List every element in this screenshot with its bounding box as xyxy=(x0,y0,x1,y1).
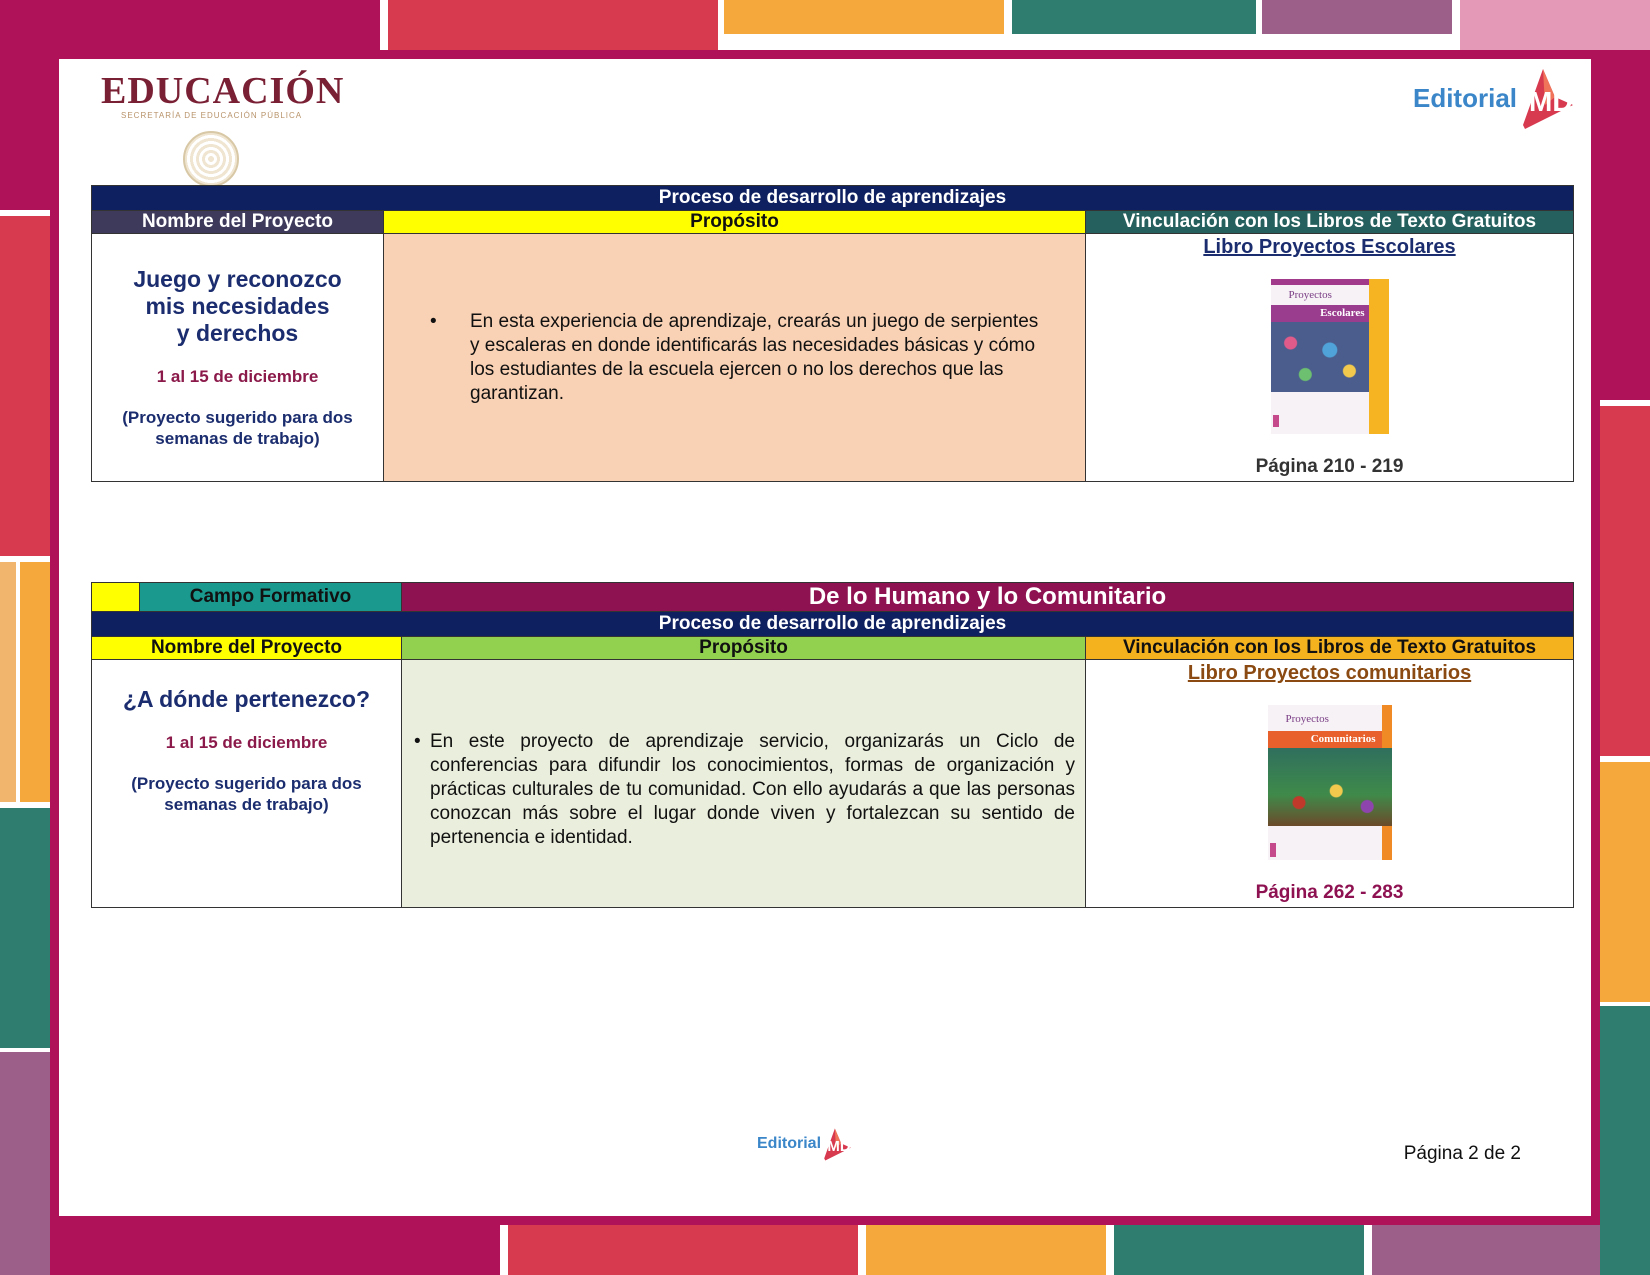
textbook-cell xyxy=(1086,660,1574,908)
purpose-item xyxy=(402,730,1085,850)
footer-logo xyxy=(757,1127,853,1161)
bullet: • xyxy=(430,310,437,332)
book-cover-title: Proyectos xyxy=(1288,289,1332,301)
md-logo-icon xyxy=(1517,67,1577,129)
svg-text:MD: MD xyxy=(827,1137,851,1155)
col-textbook-link: Vinculación con los Libros de Texto Gratuitos xyxy=(1086,637,1574,660)
process-header: Proceso de desarrollo de aprendizajes xyxy=(92,612,1574,637)
page-number: Página 2 de 2 xyxy=(1403,1143,1521,1164)
project-table-2 xyxy=(91,582,1574,908)
book-cover-subtitle: Escolares xyxy=(1271,305,1369,322)
project-name-cell xyxy=(92,660,402,908)
note-line: (Proyecto sugerido para dos xyxy=(131,774,362,793)
project-name-line: y derechos xyxy=(176,320,299,346)
project-name-line: mis necesidades xyxy=(145,293,330,319)
bullet: • xyxy=(414,731,421,752)
campo-color-marker xyxy=(92,583,140,612)
book-cover-title: Proyectos xyxy=(1285,713,1329,725)
project-name-line: Juego y reconozco xyxy=(133,266,342,292)
textbook-cell xyxy=(1086,234,1574,482)
note-line: semanas de trabajo) xyxy=(164,795,329,814)
edu-title: EDUCACIÓN xyxy=(101,70,345,112)
project-dates: 1 al 15 de diciembre xyxy=(156,367,319,386)
book-link[interactable]: Libro Proyectos comunitarios xyxy=(1187,662,1472,684)
book-link[interactable]: Libro Proyectos Escolares xyxy=(1203,236,1456,258)
project-dates: 1 al 15 de diciembre xyxy=(165,733,328,752)
purpose-cell xyxy=(384,234,1086,482)
project-table-1 xyxy=(91,185,1574,482)
campo-label: Campo Formativo xyxy=(140,583,402,612)
note-line: semanas de trabajo) xyxy=(155,429,320,448)
editorial-md-logo xyxy=(1413,67,1577,129)
project-note xyxy=(92,407,383,449)
national-seal-icon xyxy=(183,131,239,187)
col-textbook-link: Vinculación con los Libros de Texto Gratuitos xyxy=(1086,211,1574,234)
col-purpose: Propósito xyxy=(402,637,1086,660)
col-project-name: Nombre del Proyecto xyxy=(92,211,384,234)
book-cover-subtitle: Comunitarios xyxy=(1268,731,1382,748)
process-header: Proceso de desarrollo de aprendizajes xyxy=(92,186,1574,211)
campo-value: De lo Humano y lo Comunitario xyxy=(402,583,1574,612)
purpose-text: En esta experiencia de aprendizaje, crearás un juego de serpientes y escaleras en donde identificarás las necesidades básicas y cómo los estudiantes de la escuela ejercen o no los derechos que las garantizan. xyxy=(470,310,1039,404)
md-logo-icon xyxy=(821,1127,853,1161)
sep-logo xyxy=(101,69,344,120)
book-cover-escolares xyxy=(1271,279,1389,434)
project-name: ¿A dónde pertenezco? xyxy=(122,686,371,712)
book-pages: Página 210 - 219 xyxy=(1255,456,1404,477)
document-page xyxy=(59,59,1591,1216)
project-note xyxy=(92,773,401,815)
purpose-item xyxy=(384,310,1085,406)
col-purpose: Propósito xyxy=(384,211,1086,234)
project-name xyxy=(92,266,383,347)
purpose-text: En este proyecto de aprendizaje servicio, organizarás un Ciclo de conferencias para difundir los conocimientos, formas de organización y prácticas culturales de tu comunidad. Con ello ayudarás a que las personas conozcan más sobre el lugar donde viven y fortalezcan su sentido de pertenencia e identidad. xyxy=(430,731,1075,848)
purpose-cell xyxy=(402,660,1086,908)
col-project-name: Nombre del Proyecto xyxy=(92,637,402,660)
footer-brand-text: Editorial xyxy=(757,1135,822,1152)
book-pages: Página 262 - 283 xyxy=(1255,882,1404,903)
edu-subtitle: SECRETARÍA DE EDUCACIÓN PÚBLICA xyxy=(121,111,303,120)
book-cover-illustration xyxy=(1271,322,1369,392)
svg-text:MD: MD xyxy=(1529,86,1573,117)
project-name-cell xyxy=(92,234,384,482)
book-cover-comunitarios xyxy=(1268,705,1392,860)
book-cover-illustration xyxy=(1268,748,1392,826)
note-line: (Proyecto sugerido para dos xyxy=(122,408,353,427)
brand-text: Editorial xyxy=(1412,82,1517,113)
